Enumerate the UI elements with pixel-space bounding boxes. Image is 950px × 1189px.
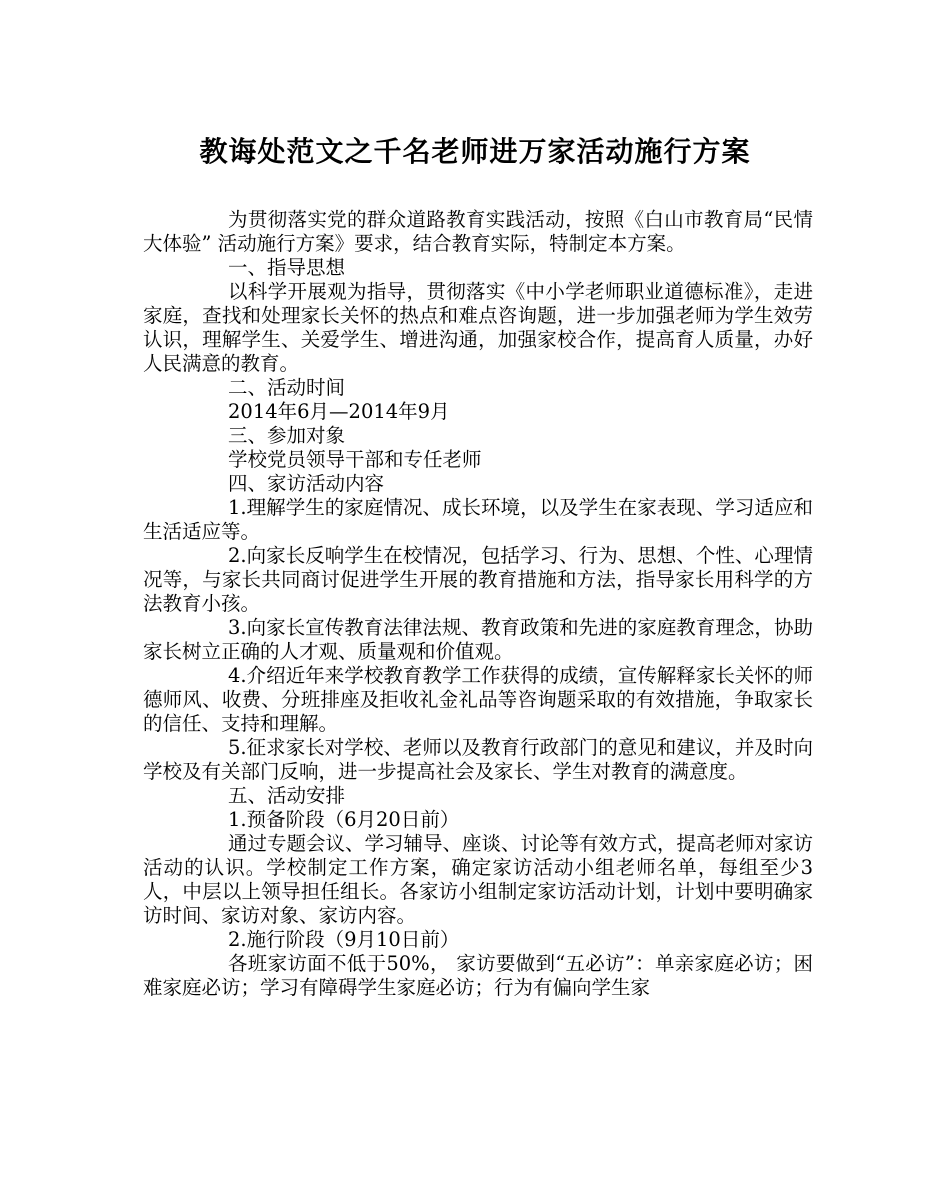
visit-content-item-1: 1.理解学生的家庭情况、成长环境，以及学生在家表现、学习适应和生活适应等。: [143, 496, 813, 543]
visit-content-item-4: 4.介绍近年来学校教育教学工作获得的成绩，宣传解释家长关怀的师德师风、收费、分班排座及拒收礼金礼品等咨询题采取的有效措施，争取家长的信任、支持和理解。: [143, 664, 813, 735]
arrangement-stage-2-paragraph: 各班家访面不低于50%， 家访要做到“五必访”：单亲家庭必访；困难家庭必访；学习有障碍学生家庭必访；行为有偏向学生家: [143, 952, 813, 999]
activity-time-text: 2014年6月—2014年9月: [228, 400, 450, 423]
section-heading-activity-time: 二、活动时间: [228, 376, 346, 399]
visit-content-item-3: 3.向家长宣传教育法律法规、教育政策和先进的家庭教育理念，协助家长树立正确的人才观、质量观和价值观。: [143, 616, 813, 663]
section-heading-arrangement: 五、活动安排: [228, 784, 346, 807]
visit-content-item-2: 2.向家长反响学生在校情况，包括学习、行为、思想、个性、心理情况等，与家长共同商讨促进学生开展的教育措施和方法，指导家长用科学的方法教育小孩。: [143, 544, 813, 615]
section-heading-visit-content: 四、家访活动内容: [228, 472, 385, 495]
arrangement-stage-1-paragraph: 通过专题会议、学习辅导、座谈、讨论等有效方式，提高老师对家访活动的认识。学校制定工作方案，确定家访活动小组老师名单，每组至少3人，中层以上领导担任组长。各家访小组制定家访活动计划，计划中要明确家访时间、家访对象、家访内容。: [143, 832, 814, 927]
intro-paragraph: 为贯彻落实党的群众道路教育实践活动，按照《白山市教育局“民情大体验” 活动施行方案》要求，结合教育实际，特制定本方案。: [143, 208, 813, 255]
arrangement-stage-2-heading: 2.施行阶段（9月10日前）: [228, 928, 460, 951]
document-body: [143, 208, 813, 1000]
document-title: 教诲处范文之千名老师进万家活动施行方案: [199, 135, 751, 168]
participants-text: 学校党员领导干部和专任老师: [228, 448, 482, 471]
section-heading-participants: 三、参加对象: [228, 424, 346, 447]
visit-content-item-5: 5.征求家长对学校、老师以及教育行政部门的意见和建议，并及时向学校及有关部门反响，进一步提高社会及家长、学生对教育的满意度。: [143, 736, 813, 783]
arrangement-stage-1-heading: 1.预备阶段（6月20日前）: [228, 808, 460, 831]
guiding-thought-paragraph: 以科学开展观为指导，贯彻落实《中小学老师职业道德标准》，走进家庭，查找和处理家长关怀的热点和难点咨询题，进一步加强老师为学生效劳认识，理解学生、关爱学生、增进沟通，加强家校合作，提高育人质量，办好人民满意的教育。: [143, 280, 813, 375]
section-heading-guiding-thought: 一、指导思想: [228, 256, 346, 279]
